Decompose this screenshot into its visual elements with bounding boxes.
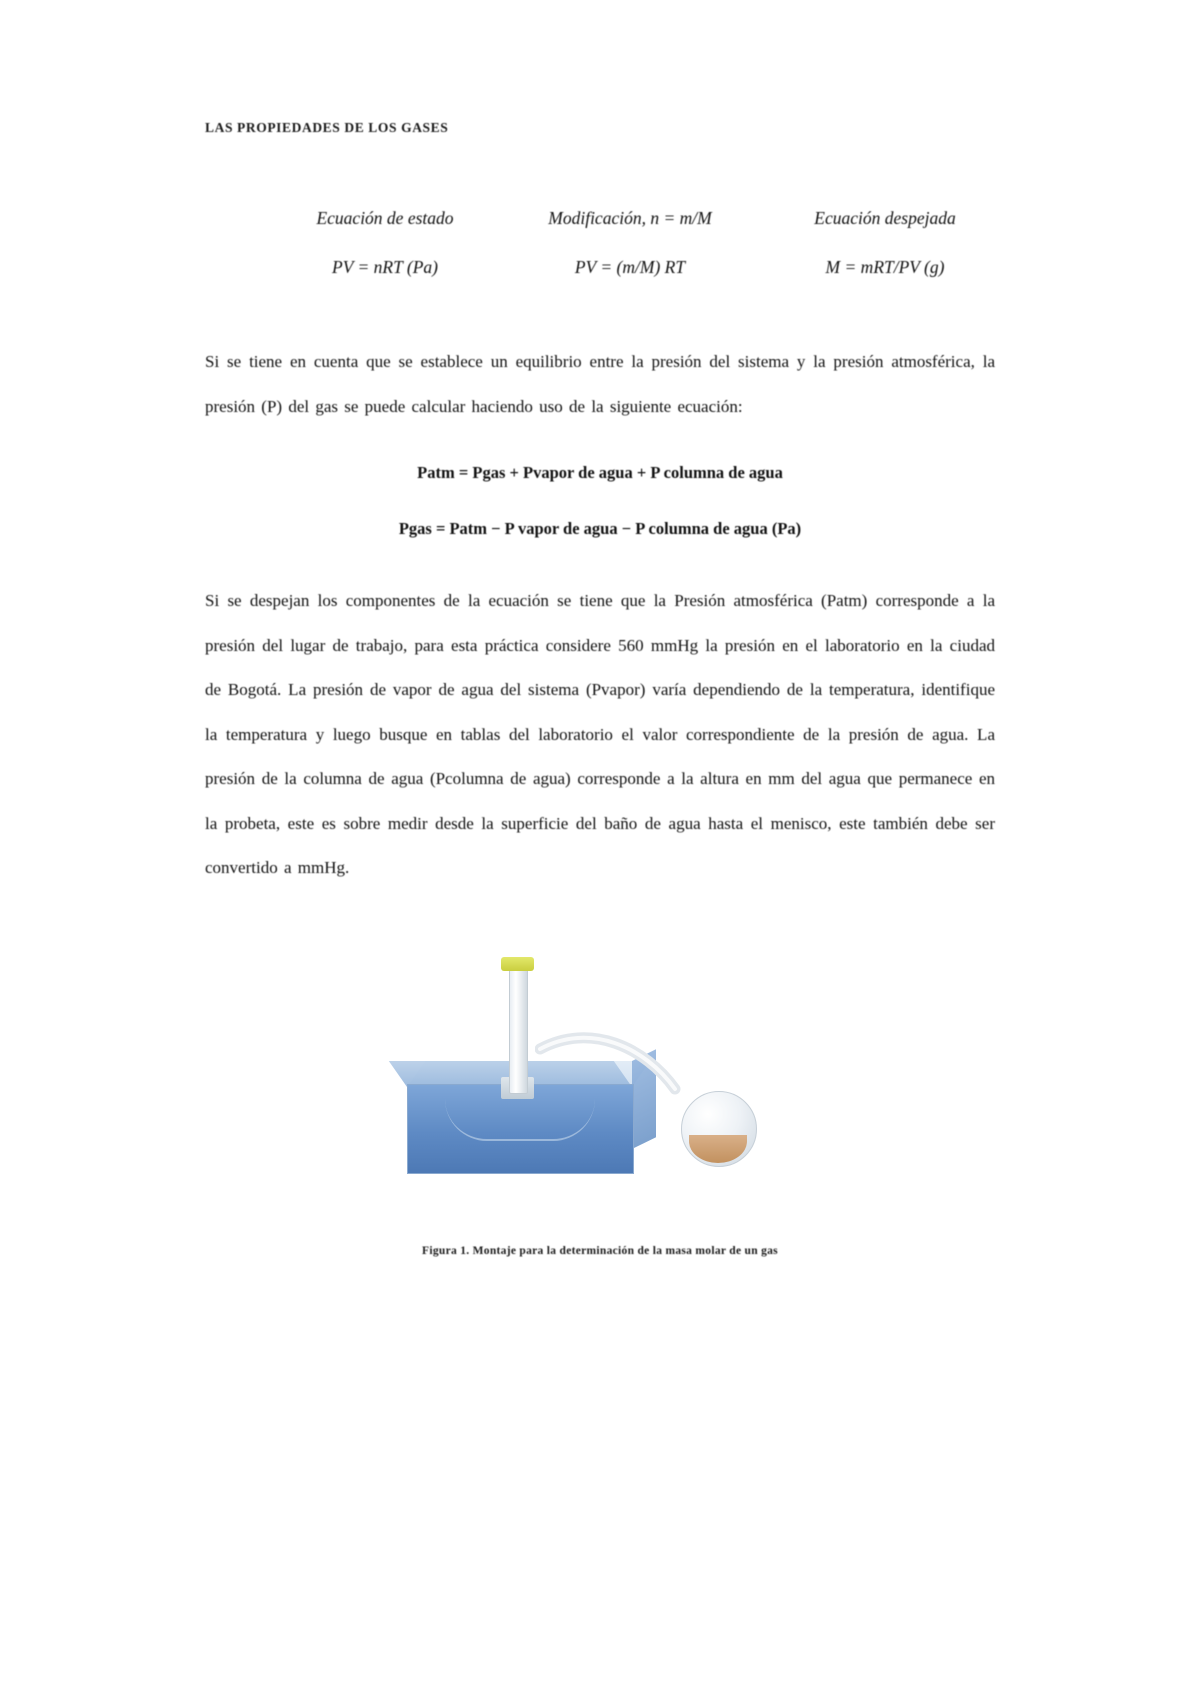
- paragraph-two: Si se despejan los componentes de la ecuación se tiene que la Presión atmosférica (Patm) corresponde a la presión del lugar de trabajo, para esta práctica considere 560 mmHg la presión en el laboratorio en la ciudad de Bogotá. La presión de vapor de agua del sistema (Pvapor) varía dependiendo de la temperatura, identifique la temperatura y luego busque en tablas del laboratorio el valor correspondiente de la presión de agua. La presión de la columna de agua (Pcolumna de agua) corresponde a la altura en mm del agua que permanece en la probeta, este es sobre medir desde la superficie del baño de agua hasta el menisco, este también debe ser convertido a mmHg.: [205, 591, 995, 878]
- document-content: [205, 120, 995, 1257]
- equation-title-3: Ecuación despejada: [814, 208, 956, 228]
- equation-block-2: [505, 208, 755, 278]
- centered-equation-two: Pgas = Patm − P vapor de agua − P columna de agua (Pa): [398, 519, 802, 539]
- equation-block-3: [755, 208, 1015, 278]
- equation-formula-1: PV = nRT (Pa): [332, 257, 438, 277]
- cylinder-cap: [501, 957, 534, 971]
- document-header: LAS PROPIEDADES DE LOS GASES: [205, 120, 449, 135]
- centered-equation-one: Patm = Pgas + Pvapor de agua + P columna de agua: [417, 463, 783, 483]
- equation-title-1: Ecuación de estado: [316, 208, 454, 228]
- paragraph-one: Si se tiene en cuenta que se establece un equilibrio entre la presión del sistema y la presión atmosférica, la presión (P) del gas se puede calcular haciendo uso de la siguiente ecuación:: [205, 352, 995, 416]
- equation-block-1: [265, 208, 505, 278]
- equation-row: [205, 208, 995, 278]
- equation-formula-2: PV = (m/M) RT: [574, 257, 686, 277]
- rubber-hose-icon: [535, 1027, 695, 1127]
- apparatus-diagram: [385, 949, 815, 1219]
- figure-container: [205, 949, 995, 1257]
- figure-caption: Figura 1. Montaje para la determinación de la masa molar de un gas: [422, 1244, 778, 1257]
- graduated-cylinder: [509, 967, 528, 1094]
- equation-title-2: Modificación, n = m/M: [548, 208, 712, 228]
- equation-formula-3: M = mRT/PV (g): [825, 257, 945, 277]
